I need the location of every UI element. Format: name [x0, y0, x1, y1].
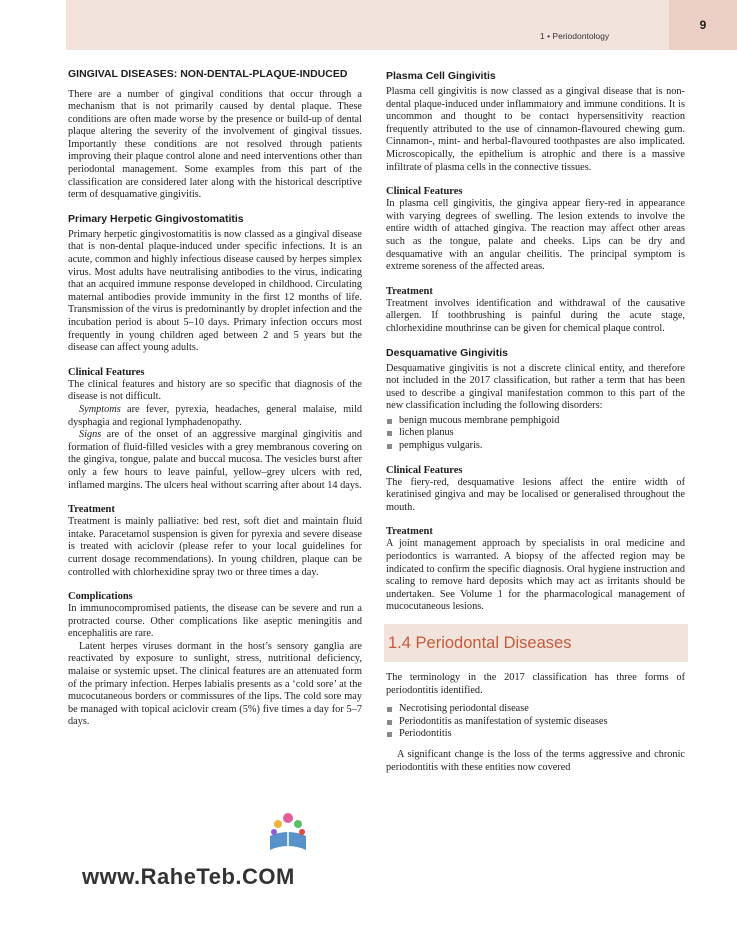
- list-item: Necrotising periodontal disease: [386, 703, 685, 716]
- list-item: Periodontitis: [386, 728, 685, 741]
- signs-text: are of the onset of an aggressive marginal gingivitis and formation of fluid-filled vesicles with a grey membranous covering on the gingiva, tongue, palate and buccal mucosa. The vesicles burst after only a few hours to leave painful, yellow–grey ulcers with red, inflamed margins. The ulcers heal without scarring after about 14 days.: [68, 429, 362, 491]
- pd-paragraph-2: A significant change is the loss of the terms aggressive and chronic periodontitis with these entities now covered: [386, 748, 685, 773]
- subheading-clinical-features: Clinical Features: [68, 366, 145, 378]
- intro-paragraph: There are a number of gingival conditions that occur through a mechanism that is not primarily caused by dental plaque. These conditions are often made worse by the presence or build-up of dental plaque altering the severity of the involvement of gingival tissues. Importantly these conditions are not resolved through patients improving their plaque control alone and need interventions other than periodontal management. Some examples from this part of the classification are considered later along with the historical descriptive term of desquamative gingivitis.: [68, 88, 362, 201]
- dg-treatment-paragraph: A joint management approach by specialists in oral medicine and periodontics is warranted. A biopsy of the affected region may be indicated to confirm the specific diagnosis. Oral hygiene instruction and scaling to remove hard deposits which may act as irritants should be undertaken. See Volume 1 for the pharmacological management of mucocutaneous lesions.: [386, 538, 685, 613]
- symptoms-label: Symptoms: [79, 403, 121, 415]
- cf-paragraph: The clinical features and history are so specific that diagnosis of the disease is not difficult.: [68, 378, 362, 403]
- page-number: 9: [669, 0, 737, 50]
- left-column: [68, 68, 362, 729]
- subheading-treatment: Treatment: [68, 504, 115, 516]
- pcg-paragraph: Plasma cell gingivitis is now classed as a gingival disease that is non-dental plaque-induced under inflammatory and immune conditions. It is uncommon and thought to be contact hypersensitivity reaction frequently attributed to the use of cinnamon-flavoured chewing gum. Cinnamon-, mint- and herbal-flavoured toothpastes are also implicated. Microscopically, the epithelium is atrophic and there is a massive infiltrate of plasma cells in the connective tissues.: [386, 86, 685, 173]
- symptoms-paragraph: [68, 404, 362, 429]
- subheading-treatment-3: Treatment: [386, 526, 433, 538]
- dg-paragraph: Desquamative gingivitis is not a discrete clinical entity, and therefore not included in the 2017 classification, but rather a term that has been used to describe a gingival manifestation common to this part of the new classification including the following disorders:: [386, 362, 685, 412]
- subheading-clinical-features-2: Clinical Features: [386, 186, 463, 198]
- pd-list: [386, 703, 685, 741]
- book-logo-icon: [264, 806, 312, 856]
- running-head: 1 • Periodontology: [540, 31, 610, 41]
- phg-paragraph: Primary herpetic gingivostomatitis is now classed as a gingival disease that is non-dental plaque-induced under specific infections. It is an acute, common and highly infectious disease caused by herpes simplex virus. Most adults have neutralising antibodies to the virus, indicating that an acquired immune response developed in childhood. Circulating maternal antibodies provide immunity in the first 12 months of life. Transmission of the virus is predominantly by droplet infection and the incubation period is about 5–10 days. Primary infection occurs most frequently in young children aged between 2 and 5 years but the disease can affect young adults.: [68, 228, 362, 354]
- signs-paragraph: [68, 429, 362, 492]
- list-item: pemphigus vulgaris.: [386, 440, 685, 453]
- watermark-text: www.RaheTeb.COM: [82, 864, 295, 889]
- complications-paragraph: In immunocompromised patients, the disease can be severe and run a protracted course. Other complications like aseptic meningitis and encephalitis are rare.: [68, 603, 362, 640]
- subheading-phg: Primary Herpetic Gingivostomatitis: [68, 212, 244, 225]
- header-band: [66, 0, 737, 50]
- pcg-cf-paragraph: In plasma cell gingivitis, the gingiva appear fiery-red in appearance with varying degrees of swelling. The lesion extends to involve the entire width of attached gingiva. The reaction may affect other areas such as the tongue, palate and cheeks. Lips can be dry and desquamative with an angular cheilitis. The principal symptom is extreme soreness of the affected areas.: [386, 198, 685, 273]
- list-item: benign mucous membrane pemphigoid: [386, 415, 685, 428]
- subheading-clinical-features-3: Clinical Features: [386, 464, 463, 476]
- section-title-box: [384, 624, 688, 662]
- dg-cf-paragraph: The fiery-red, desquamative lesions affect the entire width of keratinised gingiva and may be localised or generalised throughout the mouth.: [386, 476, 685, 513]
- pcg-treatment-paragraph: Treatment involves identification and withdrawal of the causative allergen. If toothbrushing is painful during the acute stage, chlorhexidine mouthrinse can be given for chemical plaque control.: [386, 297, 685, 334]
- right-column: [386, 70, 685, 774]
- signs-label: Signs: [79, 429, 102, 441]
- dg-list: [386, 415, 685, 453]
- pd-paragraph: The terminology in the 2017 classification has three forms of periodontitis identified.: [386, 672, 685, 696]
- subheading-pcg: Plasma Cell Gingivitis: [386, 70, 496, 82]
- latent-paragraph: Latent herpes viruses dormant in the host’s sensory ganglia are reactivated by exposure to sunlight, stress, nutritional deficiency, malaise or systemic upset. The clinical features are an attenuated form of the primary infection. Herpes labialis presents as a ‘cold sore’ at the mucocutaneous borders or commissures of the lips. The cold sore may be managed with topical aciclovir cream (5%) five times a day for 5–7 days.: [68, 640, 362, 728]
- list-item: lichen planus: [386, 427, 685, 440]
- section-heading: GINGIVAL DISEASES: NON-DENTAL-PLAQUE-INDUCED: [68, 68, 348, 80]
- subheading-complications: Complications: [68, 591, 133, 603]
- section-title: 1.4 Periodontal Diseases: [388, 633, 572, 652]
- subheading-treatment-2: Treatment: [386, 285, 433, 297]
- subheading-dg: Desquamative Gingivitis: [386, 346, 508, 359]
- symptoms-text: are fever, pyrexia, headaches, general malaise, mild dysphagia and regional lymphadenopathy.: [68, 403, 362, 428]
- list-item: Periodontitis as manifestation of systemic diseases: [386, 716, 685, 729]
- treatment-paragraph: Treatment is mainly palliative: bed rest, soft diet and maintain fluid intake. Paracetamol suspension is given for pyrexia and severe disease is treated with aciclovir (please refer to your local guidelines for current dosage recommendations). In young children, plaque can be controlled with chlorhexidine spray two or three times a day.: [68, 516, 362, 578]
